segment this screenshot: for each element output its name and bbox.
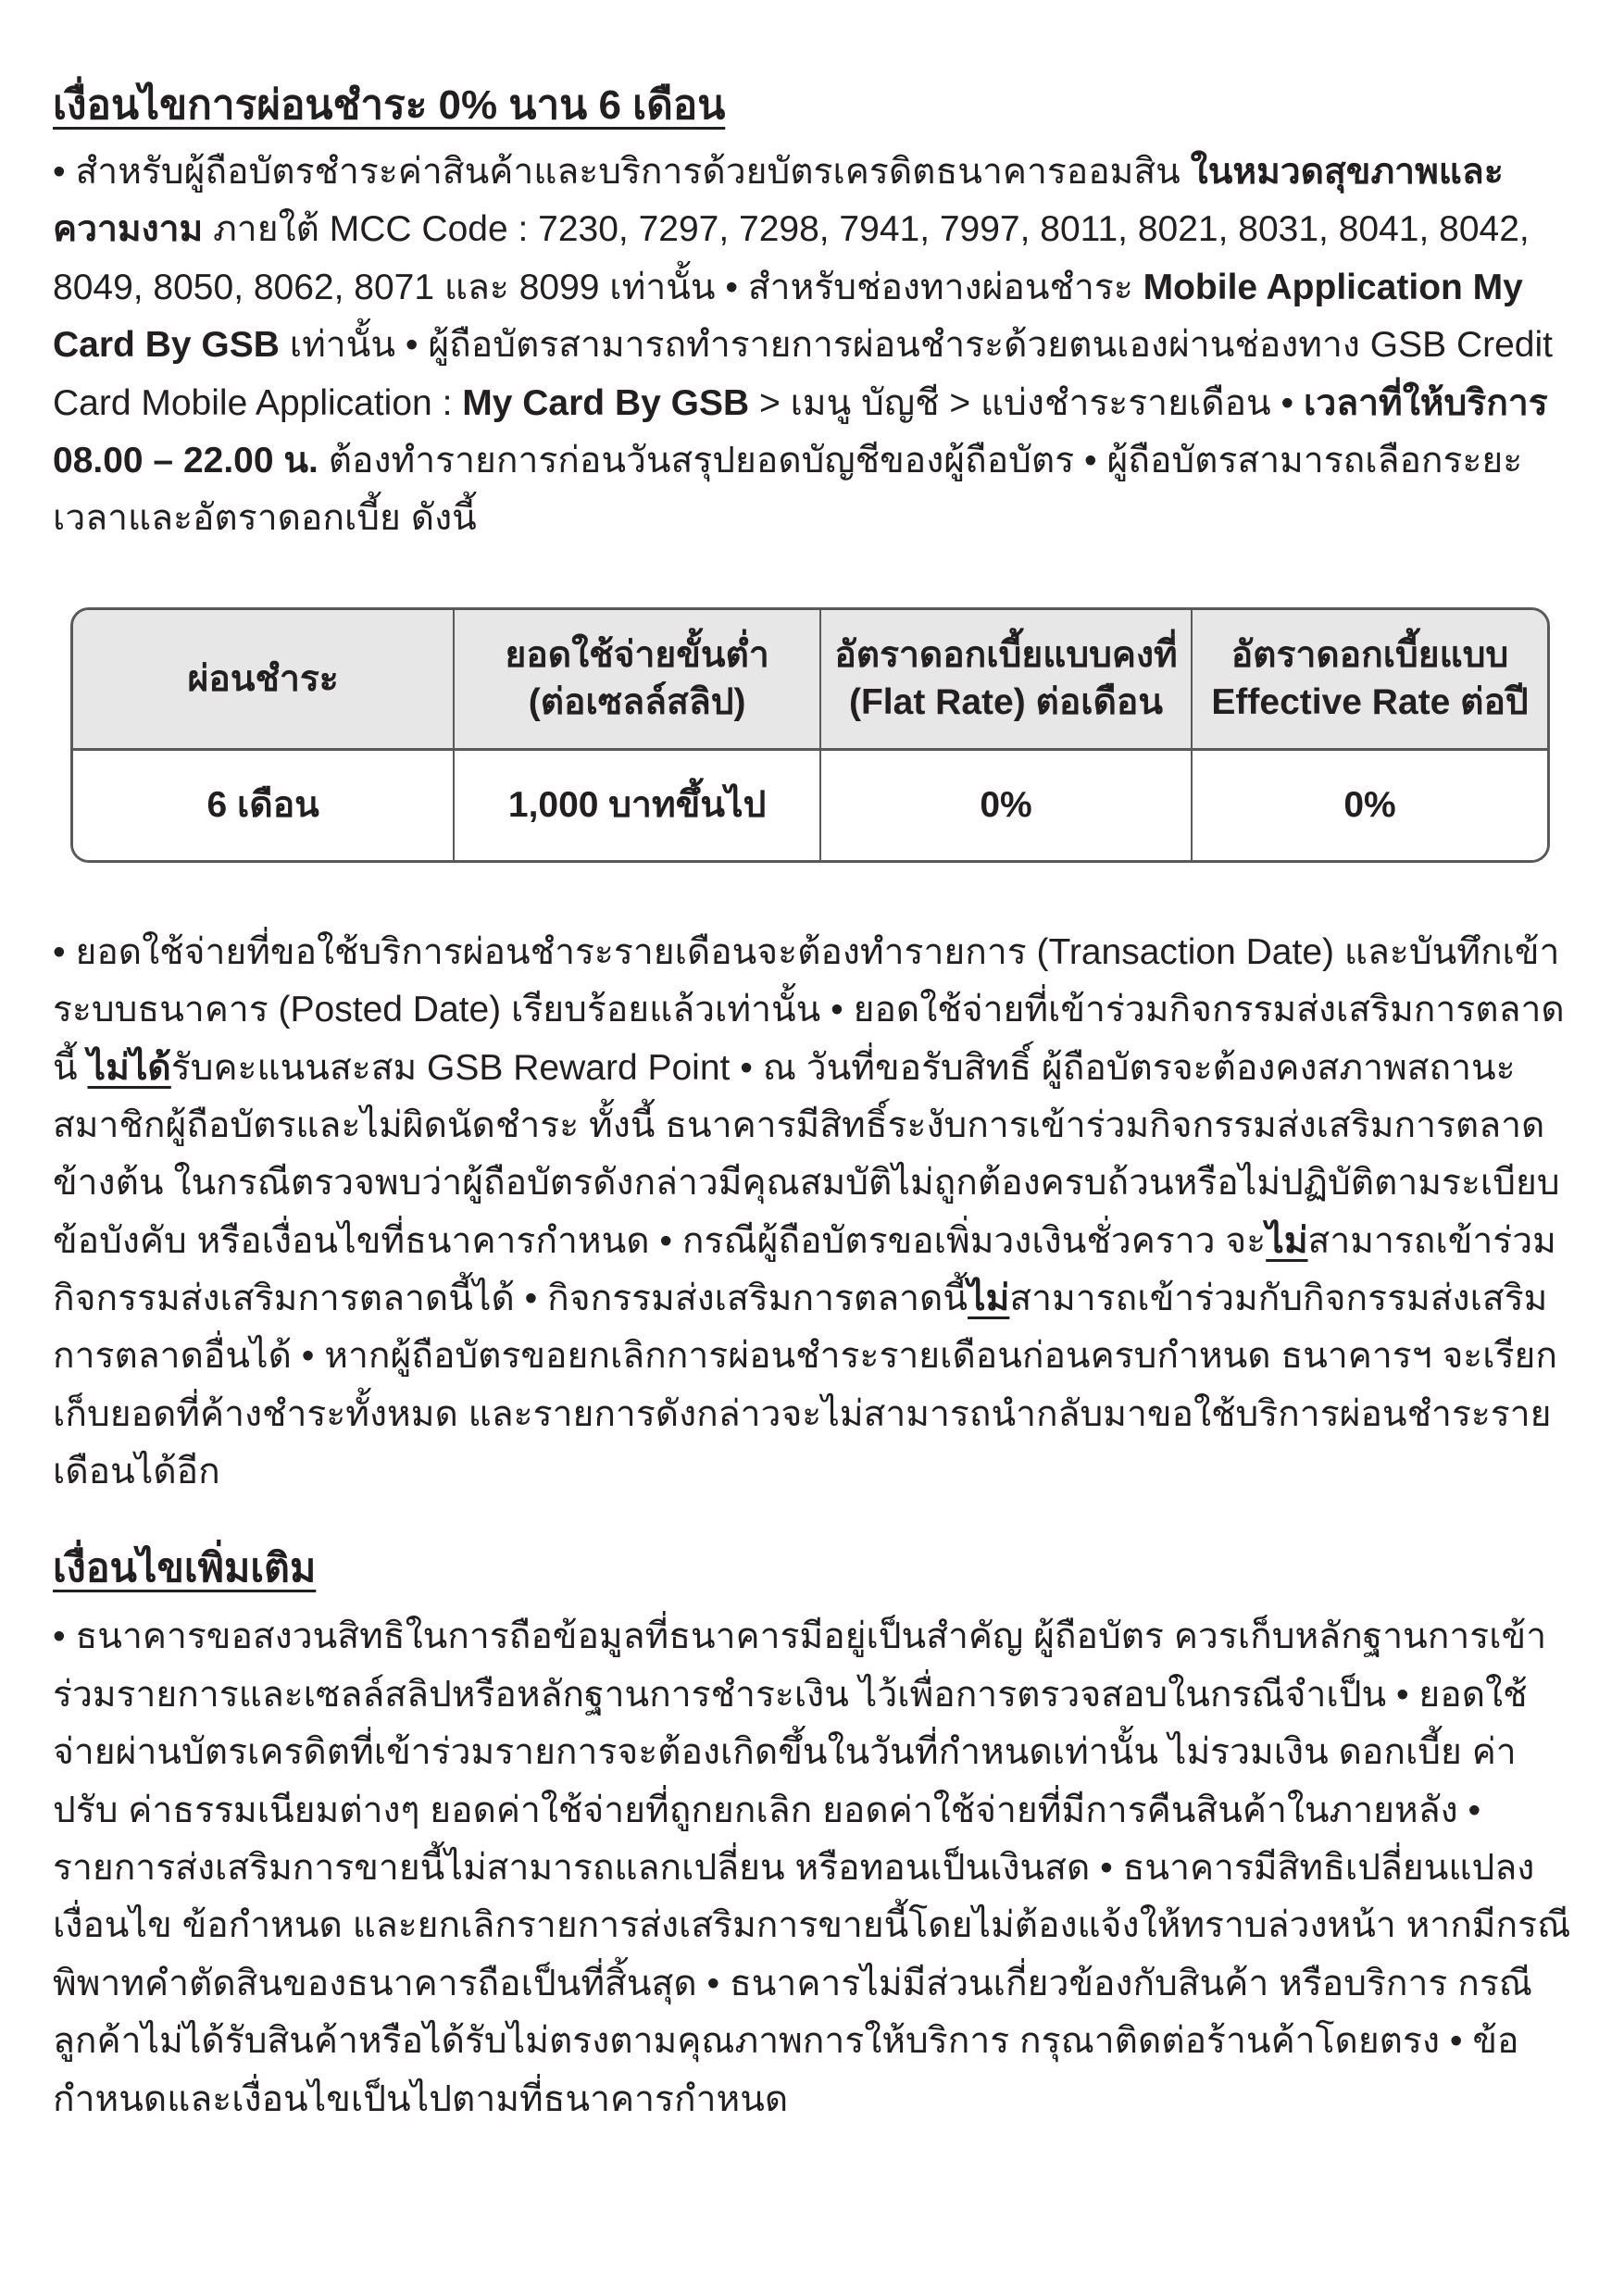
text-run: ไม่ได้ <box>87 1047 171 1088</box>
text-run: • ธนาคารขอสงวนสิทธิในการถือข้อมูลที่ธนาคารมีอยู่เป็นสำคัญ ผู้ถือบัตร ควรเก็บหลักฐานการเข้าร่วมรายการและเซลล์สลิปหรือหลักฐานการชำระเงิน ไว้เพื่อการตรวจสอบในกรณีจำเป็น • ยอดใช้จ่ายผ่านบัตรเครดิตที่เข้าร่วมรายการจะต้องเกิดขึ้นในวันที่กำหนดเท่านั้น ไม่รวมเงิน ดอกเบี้ย ค่าปรับ ค่าธรรมเนียมต่างๆ ยอดค่าใช้จ่ายที่ถูกยกเลิก ยอดค่าใช้จ่ายที่มีการคืนสินค้าในภายหลัง • รายการส่งเสริมการขายนี้ไม่สามารถแลกเปลี่ยน หรือทอนเป็นเงินสด • ธนาคารมีสิทธิเปลี่ยนแปลงเงื่อนไข ข้อกำหนด และยกเลิกรายการส่งเสริมการขายนี้โดยไม่ต้องแจ้งให้ทราบล่วงหน้า หากมีกรณีพิพาทคำตัดสินของธนาคารถือเป็นที่สิ้นสุด • ธนาคารไม่มีส่วนเกี่ยวข้องกับสินค้า หรือบริการ กรณีลูกค้าไม่ได้รับสินค้าหรือได้รับไม่ตรงตามคุณภาพการให้บริการ กรุณาติดต่อร้านค้าโดยตรง • ข้อกำหนดและเงื่อนไขเป็นไปตามที่ธนาคารกำหนด <box>53 1616 1571 2119</box>
table-header-min-spend <box>455 610 821 751</box>
text-run: Mobile Application My Card By GSB <box>53 267 1523 366</box>
installment-rate-table <box>70 607 1550 863</box>
table-cell-min-spend: 1,000 บาทขึ้นไป <box>455 751 821 860</box>
terms-document <box>53 80 1571 2128</box>
text-run: ไม่ <box>968 1279 1010 1319</box>
table-cell-flat-rate: 0% <box>821 751 1193 860</box>
table-header-effective-rate <box>1193 610 1547 751</box>
text-run: เท่านั้น • ผู้ถือบัตรสามารถทำรายการผ่อนชำระด้วยตนเองผ่านช่องทาง GSB Credit Card Mobile Application : <box>53 325 1553 423</box>
table-header-line: (Flat Rate) ต่อเดือน <box>849 682 1164 723</box>
table-header-line: ผ่อนชำระ <box>187 658 339 699</box>
text-run: รับคะแนนสะสม GSB Reward Point • ณ วันที่ขอรับสิทธิ์ ผู้ถือบัตรจะต้องคงสภาพสถานะสมาชิกผู้ถือบัตรและไม่ผิดนัดชำระ ทั้งนี้ ธนาคารมีสิทธิ์ระงับการเข้าร่วมกิจกรรมส่งเสริมการตลาดข้างต้น ในกรณีตรวจพบว่าผู้ถือบัตรดังกล่าวมีคุณสมบัติไม่ถูกต้องครบถ้วนหรือไม่ปฏิบัติตามระเบียบข้อบังคับ หรือเงื่อนไขที่ธนาคารกำหนด • กรณีผู้ถือบัตรขอเพิ่มวงเงินชั่วคราว จะ <box>53 1047 1560 1261</box>
installment-conditions-paragraph <box>53 144 1571 548</box>
text-run: ต้องทำรายการก่อนวันสรุปยอดบัญชีของผู้ถือบัตร • ผู้ถือบัตรสามารถเลือกระยะเวลาและอัตราดอกเบี้ย ดังนี้ <box>53 440 1523 539</box>
table-cell-term: 6 เดือน <box>73 751 455 860</box>
table-header-line: (ต่อเซลล์สลิป) <box>528 682 746 723</box>
table-cell-effective-rate: 0% <box>1193 751 1547 860</box>
text-run: เวลาที่ให้บริการ 08.00 – 22.00 น. <box>53 382 1548 480</box>
text-run: > เมนู บัญชี > แบ่งชำระรายเดือน • <box>749 382 1305 423</box>
transaction-conditions-paragraph <box>53 924 1571 1502</box>
text-run: ไม่ <box>1266 1220 1308 1261</box>
table-header-line: ยอดใช้จ่ายขั้นต่ำ <box>505 634 769 675</box>
additional-conditions-paragraph <box>53 1608 1571 2128</box>
table-header-flat-rate <box>821 610 1193 751</box>
table-header-installment <box>73 610 455 751</box>
page-title: เงื่อนไขการผ่อนชำระ 0% นาน 6 เดือน <box>53 82 726 128</box>
table-header-line: Effective Rate ต่อปี <box>1211 682 1529 723</box>
text-run: ในหมวดสุขภาพและความงาม <box>53 152 1504 250</box>
additional-conditions-title: เงื่อนไขเพิ่มเติม <box>53 1545 317 1591</box>
table-header-line: อัตราดอกเบี้ยแบบคงที่ <box>834 634 1178 675</box>
table-header-line: อัตราดอกเบี้ยแบบ <box>1230 634 1509 675</box>
text-run: • ยอดใช้จ่ายที่ขอใช้บริการผ่อนชำระรายเดือนจะต้องทำรายการ (Transaction Date) และบันทึกเข้าระบบธนาคาร (Posted Date) เรียบร้อยแล้วเท่านั้น • ยอดใช้จ่ายที่เข้าร่วมกิจกรรมส่งเสริมการตลาดนี้ <box>53 931 1565 1088</box>
text-run: สามารถเข้าร่วมกับกิจกรรมส่งเสริมการตลาดอื่นได้ • หากผู้ถือบัตรขอยกเลิกการผ่อนชำระรายเดือนก่อนครบกำหนด ธนาคารฯ จะเรียกเก็บยอดที่ค้างชำระทั้งหมด และรายการดังกล่าวจะไม่สามารถนำกลับมาขอใช้บริการผ่อนชำระรายเดือนได้อีก <box>53 1279 1557 1492</box>
text-run: ภายใต้ MCC Code : 7230, 7297, 7298, 7941, 7997, 8011, 8021, 8031, 8041, 8042, 8049, 8050, 8062, 8071 และ 8099 เท่านั้น • สำหรับช่องทางผ่อนชำระ <box>53 209 1530 307</box>
text-run: • สำหรับผู้ถือบัตรชำระค่าสินค้าและบริการด้วยบัตรเครดิตธนาคารออมสิน <box>53 152 1191 192</box>
text-run: สามารถเข้าร่วมกิจกรรมส่งเสริมการตลาดนี้ได้ • กิจกรรมส่งเสริมการตลาดนี้ <box>53 1220 1556 1319</box>
text-run: My Card By GSB <box>462 382 750 423</box>
